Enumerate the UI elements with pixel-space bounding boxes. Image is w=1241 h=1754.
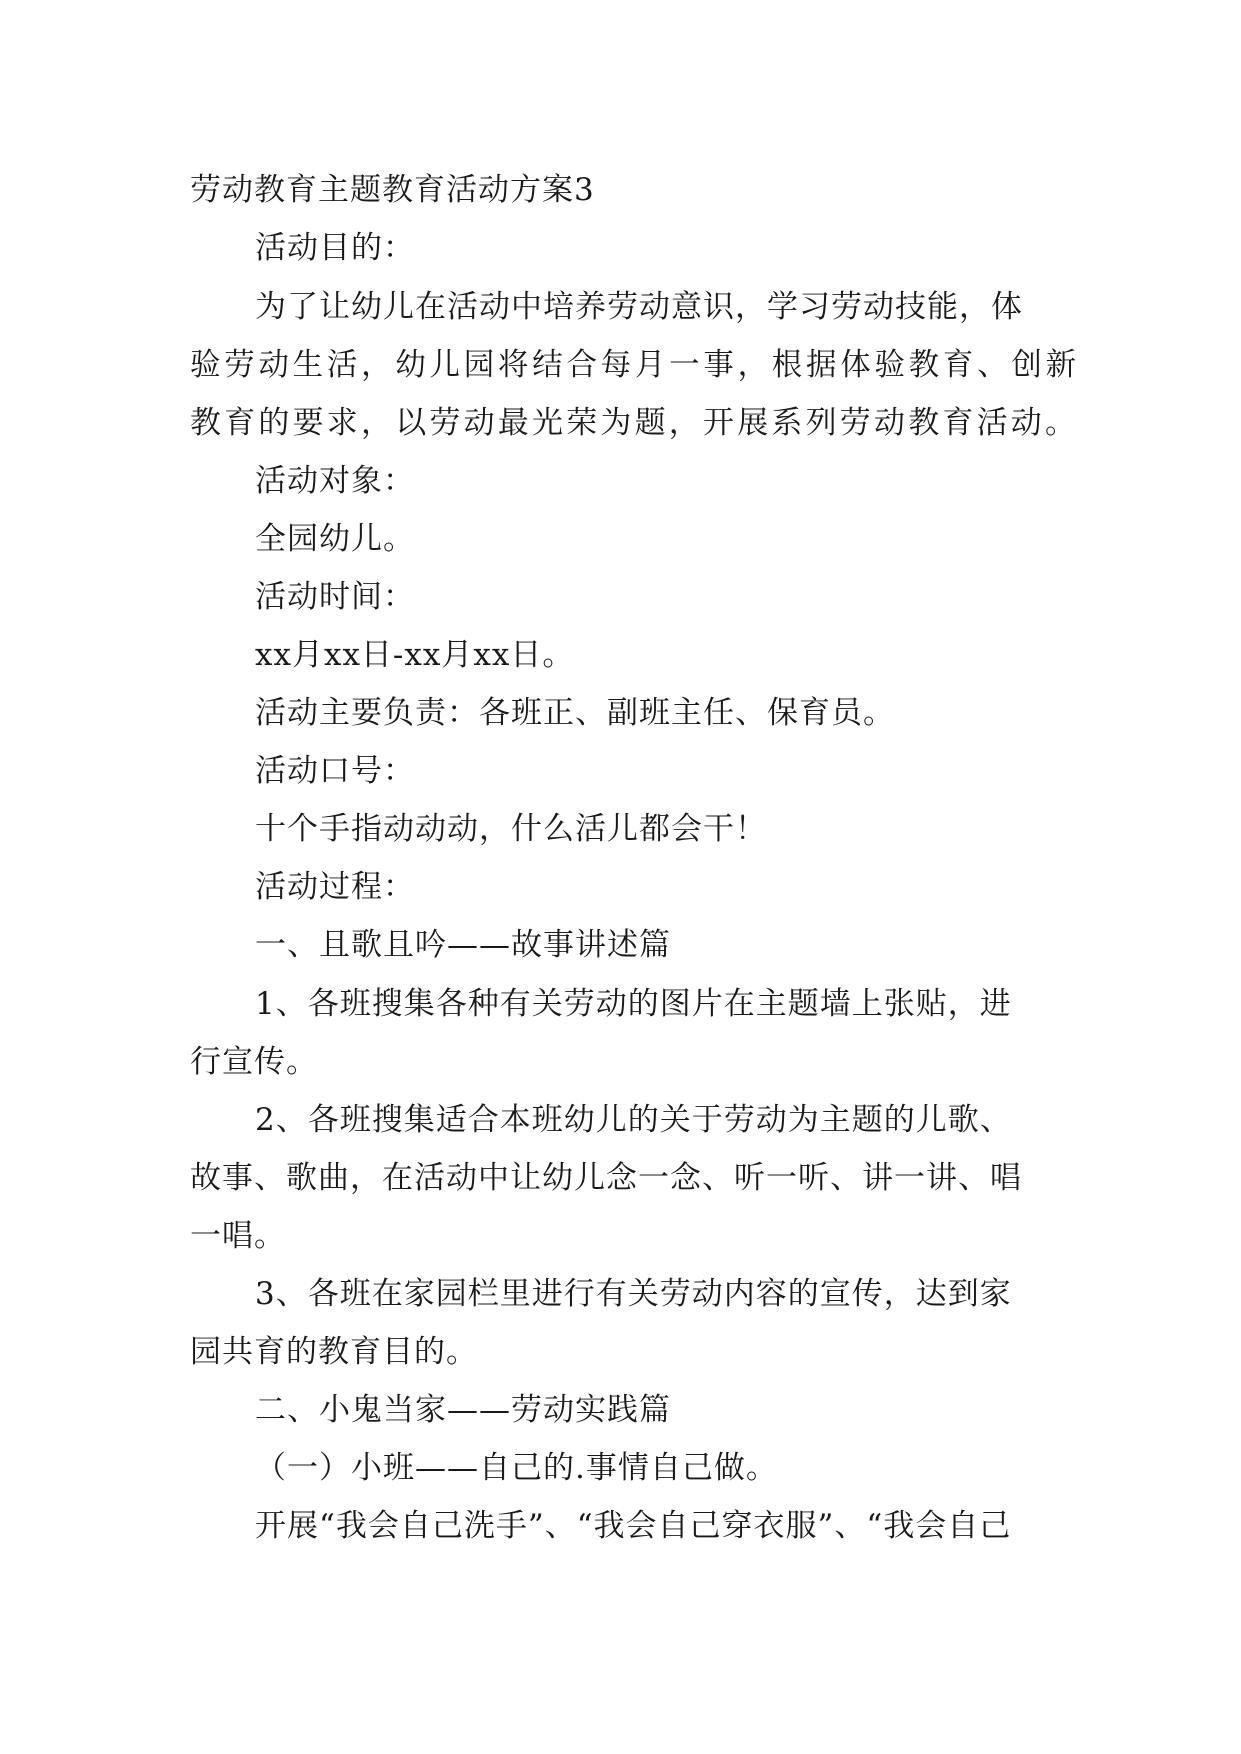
paragraph-line: 2、各班搜集适合本班幼儿的关于劳动为主题的儿歌、 bbox=[255, 1102, 1012, 1138]
section-heading-target: 活动对象： bbox=[255, 463, 415, 499]
paragraph-line: 验劳动生活，幼儿园将结合每月一事，根据体验教育、创新 bbox=[190, 347, 1080, 383]
subsection-heading: 二、小鬼当家——劳动实践篇 bbox=[255, 1392, 671, 1428]
paragraph-line: 行宣传。 bbox=[190, 1044, 318, 1080]
section-heading-purpose: 活动目的： bbox=[255, 230, 415, 266]
paragraph-line: 十个手指动动动，什么活儿都会干！ bbox=[255, 811, 767, 847]
subsection-heading: （一）小班——自己的.事情自己做。 bbox=[255, 1450, 778, 1486]
subsection-heading: 一、且歌且吟——故事讲述篇 bbox=[255, 927, 671, 963]
paragraph-line: 1、各班搜集各种有关劳动的图片在主题墙上张贴，进 bbox=[255, 986, 1012, 1022]
paragraph-line: 为了让幼儿在活动中培养劳动意识，学习劳动技能，体 bbox=[255, 289, 1023, 325]
paragraph-line: 活动主要负责：各班正、副班主任、保育员。 bbox=[255, 695, 895, 731]
paragraph-line: 3、各班在家园栏里进行有关劳动内容的宣传，达到家 bbox=[255, 1276, 1012, 1312]
paragraph-line: 园共育的教育目的。 bbox=[190, 1334, 478, 1370]
section-heading-time: 活动时间： bbox=[255, 579, 415, 615]
paragraph-line: 一唱。 bbox=[190, 1218, 286, 1254]
paragraph-line: 开展“我会自己洗手”、“我会自己穿衣服”、“我会自己 bbox=[255, 1508, 1012, 1544]
section-heading-slogan: 活动口号： bbox=[255, 753, 415, 789]
paragraph-line: 全园幼儿。 bbox=[255, 521, 415, 557]
section-heading-process: 活动过程： bbox=[255, 869, 415, 905]
paragraph-line: xx月xx日-xx月xx日。 bbox=[255, 637, 575, 673]
paragraph-line: 教育的要求，以劳动最光荣为题，开展系列劳动教育活动。 bbox=[190, 405, 1080, 441]
document-title: 劳动教育主题教育活动方案3 bbox=[190, 172, 595, 208]
paragraph-line: 故事、歌曲，在活动中让幼儿念一念、听一听、讲一讲、唱 bbox=[190, 1160, 1022, 1196]
